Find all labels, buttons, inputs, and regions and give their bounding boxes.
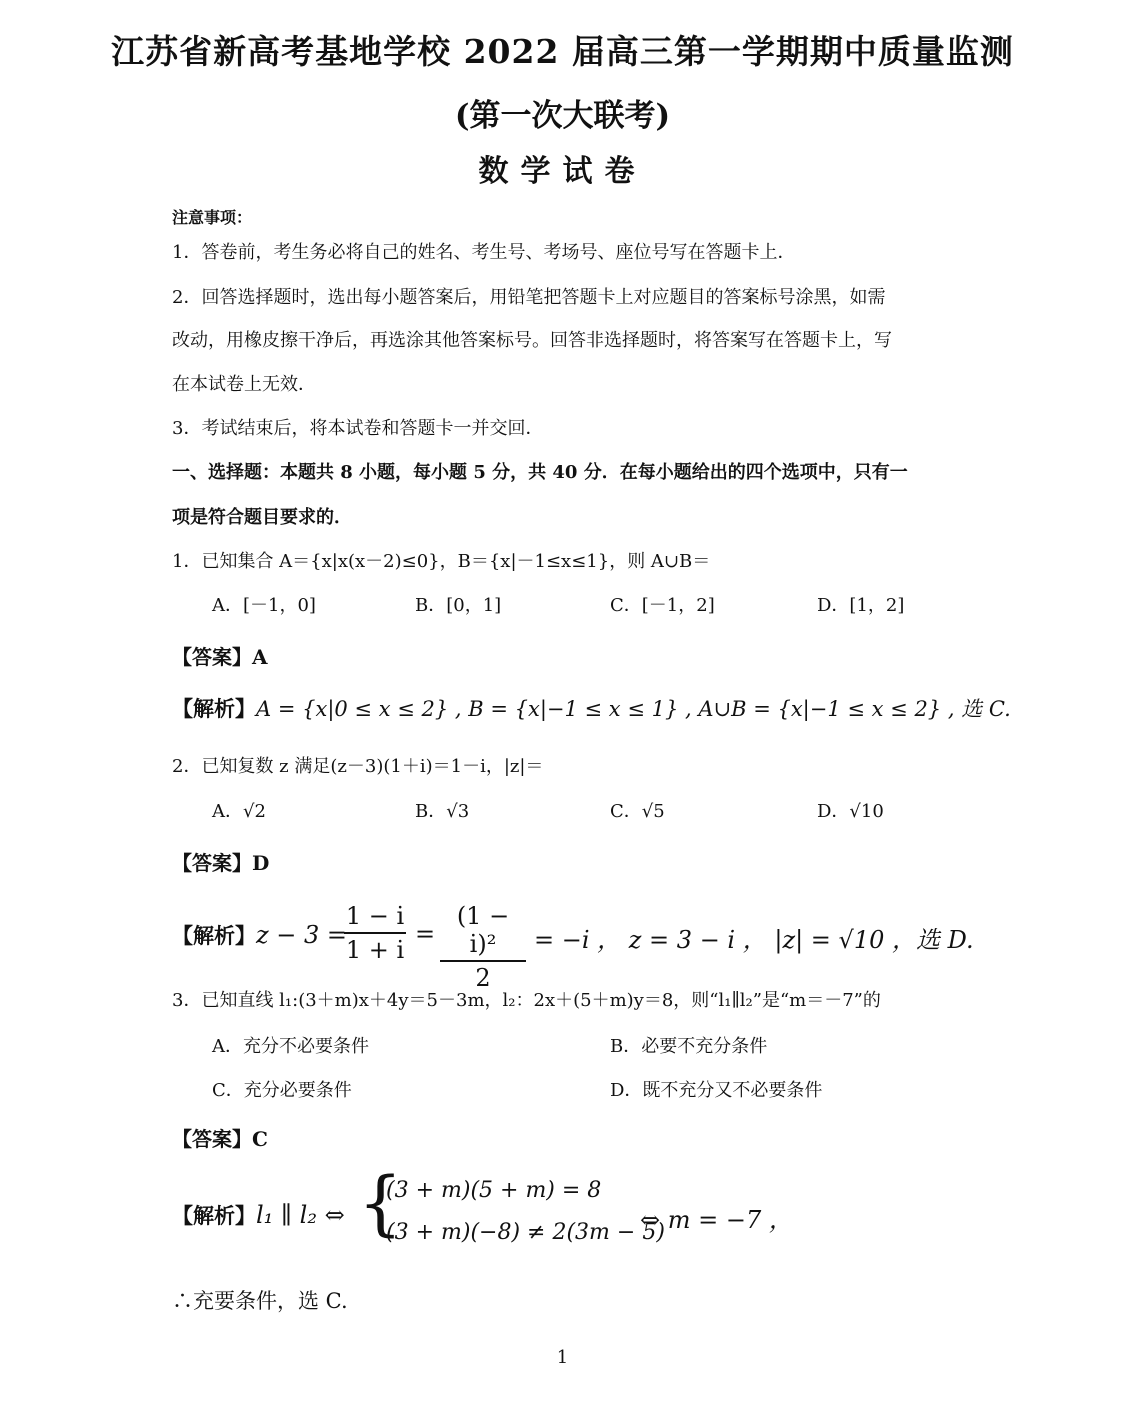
- question-3-answer: [172, 1123, 268, 1152]
- question-1-explanation: [172, 693, 1011, 723]
- notice-heading: 注意事项：: [172, 208, 253, 227]
- exam-subject: 数学试卷: [478, 154, 647, 189]
- question-3-option-b: B．必要不充分条件: [610, 1036, 768, 1057]
- fraction-2-numerator: (1 − i)²: [456, 902, 510, 958]
- question-1-option-b: B．[0，1]: [415, 595, 502, 616]
- question-3-explanation-label: [172, 1200, 345, 1230]
- fraction-1-numerator: 1 − i: [345, 902, 405, 930]
- answer-value: C: [252, 1127, 268, 1151]
- fraction-2-denominator: 2: [475, 964, 491, 992]
- fraction-2: [440, 902, 526, 992]
- explanation-label: 【解析】: [172, 923, 256, 948]
- fraction-1-bar: [344, 932, 406, 934]
- question-2-option-b: B．√3: [415, 801, 470, 822]
- system-brace: {: [358, 1162, 403, 1244]
- notice-item-3: 3．考试结束后，将本试卷和答题卡一并交回．: [172, 418, 544, 439]
- question-2-option-c: C．√5: [610, 801, 665, 822]
- question-3-stem: 3．已知直线 l₁:(3＋m)x＋4y＝5－3m，l₂：2x＋(5＋m)y＝8，则“l₁∥l₂”是“m＝－7”的: [172, 990, 881, 1011]
- explanation-label: 【解析】: [172, 696, 256, 721]
- question-2-stem: 2．已知复数 z 满足(z－3)(1＋i)＝1－i，|z|＝: [172, 756, 544, 777]
- explanation-lhs: l₁ ∥ l₂ ⇔: [256, 1201, 345, 1229]
- equals-sign: =: [415, 920, 436, 948]
- system-line-1: (3 + m)(5 + m) = 8: [386, 1178, 602, 1203]
- answer-value: A: [252, 645, 268, 669]
- notice-item-2: 2．回答选择题时，选出每小题答案后，用铅笔把答题卡上对应题目的答案标号涂黑，如需: [172, 287, 886, 308]
- answer-label: 【答案】: [172, 645, 252, 669]
- fraction-1: [344, 902, 406, 964]
- notice-item-2-end: 在本试卷上无效．: [172, 374, 316, 395]
- explanation-label: 【解析】: [172, 1203, 256, 1228]
- question-3-conclusion: ∴充要条件，选 C.: [172, 1289, 348, 1313]
- answer-label: 【答案】: [172, 851, 252, 875]
- section-heading: 一、选择题：本题共 8 小题，每小题 5 分，共 40 分．在每小题给出的四个选项中，只有一: [172, 462, 908, 483]
- question-1-option-c: C．[－1，2]: [610, 595, 715, 616]
- exam-subtitle: (第一次大联考): [454, 98, 671, 134]
- question-1-option-a: A．[－1，0]: [212, 595, 316, 616]
- question-3-option-a: A．充分不必要条件: [212, 1036, 369, 1057]
- question-2-explanation-label: [172, 920, 347, 950]
- question-2-answer: [172, 847, 269, 876]
- page-number: 1: [556, 1347, 569, 1368]
- notice-item-2-cont: 改动，用橡皮擦干净后，再选涂其他答案标号。回答非选择题时，将答案写在答题卡上，写: [172, 330, 892, 351]
- exam-title: 江苏省新高考基地学校 2022 届高三第一学期期中质量监测: [111, 32, 1014, 71]
- answer-label: 【答案】: [172, 1127, 252, 1151]
- answer-value: D: [252, 851, 270, 875]
- explanation-text: A = {x|0 ≤ x ≤ 2} , B = {x|−1 ≤ x ≤ 1} , A∪B = {x|−1 ≤ x ≤ 2} , 选 C.: [256, 697, 1011, 721]
- fraction-2-bar: [440, 960, 526, 962]
- question-3-option-d: D．既不充分又不必要条件: [610, 1080, 823, 1101]
- question-1-option-d: D．[1，2]: [817, 595, 905, 616]
- question-2-option-a: A．√2: [212, 801, 266, 822]
- system-line-2: (3 + m)(−8) ≠ 2(3m − 5): [386, 1220, 665, 1245]
- fraction-1-denominator: 1 + i: [345, 936, 405, 964]
- section-heading-cont: 项是符合题目要求的．: [172, 507, 352, 528]
- explanation-rhs: = −i ， z = 3 − i ， |z| = √10 ，选 D.: [534, 926, 974, 954]
- explanation-rhs: ⇔ m = −7 ，: [640, 1206, 793, 1234]
- question-2-option-d: D．√10: [817, 801, 884, 822]
- question-3-option-c: C．充分必要条件: [212, 1080, 352, 1101]
- explanation-lhs: z − 3 =: [256, 921, 348, 949]
- question-1-stem: 1．已知集合 A＝{x|x(x－2)≤0}，B＝{x|－1≤x≤1}，则 A∪B＝: [172, 551, 711, 572]
- question-1-answer: [172, 641, 268, 670]
- notice-item-1: 1．答卷前，考生务必将自己的姓名、考生号、考场号、座位号写在答题卡上．: [172, 242, 796, 263]
